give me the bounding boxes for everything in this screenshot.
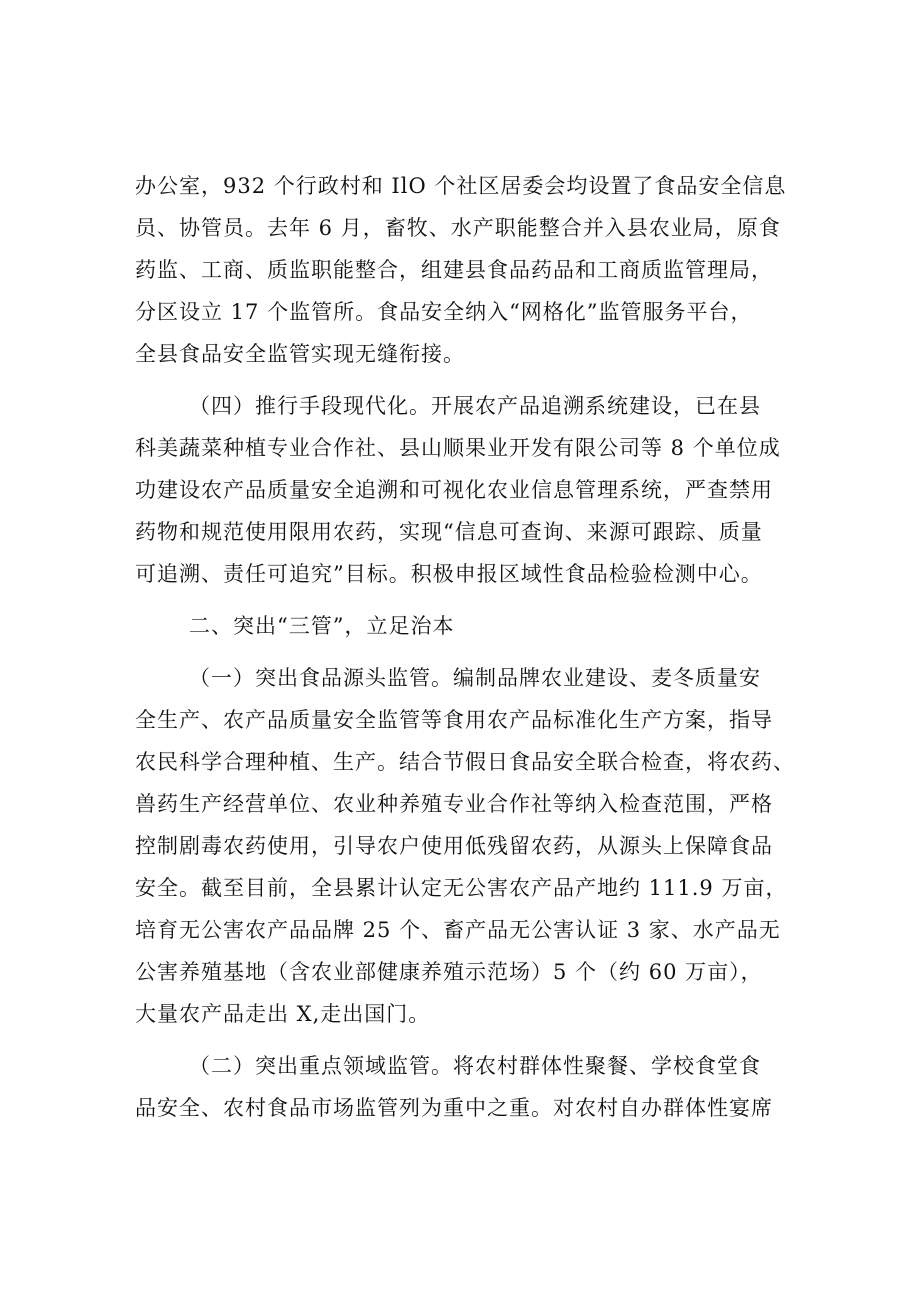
paragraph-line: 兽药生产经营单位、农业种养殖专业合作社等纳入检查范围，严格 [135, 792, 773, 816]
paragraph-line: 农民科学合理种植、生产。结合节假日食品安全联合检查，将农药、 [135, 750, 795, 774]
paragraph-line: 药监、工商、质监职能整合，组建县食品药品和工商质监管理局， [135, 258, 773, 282]
paragraph-line: 安全。截至目前，全县累计认定无公害农产品产地约 111.9 万亩， [135, 876, 788, 900]
paragraph-line: 培育无公害农产品品牌 25 个、畜产品无公害认证 3 家、水产品无 [135, 918, 781, 942]
paragraph-line: 控制剧毒农药使用，引导农户使用低残留农药，从源头上保障食品 [135, 834, 773, 858]
paragraph-line: 品安全、农村食品市场监管列为重中之重。对农村自办群体性宴席 [135, 1096, 773, 1120]
paragraph-line: 公害养殖基地（含农业部健康养殖示范场）5 个（约 60 万亩）， [135, 960, 763, 984]
section-heading-line: （一）突出食品源头监管。编制品牌农业建设、麦冬质量安 [189, 666, 761, 690]
paragraph-line: 全生产、农产品质量安全监管等食用农产品标准化生产方案，指导 [135, 708, 773, 732]
section-title: 二、突出“三管”，立足治本 [189, 614, 455, 638]
section-heading-line: （二）突出重点领域监管。将农村群体性聚餐、学校食堂食 [189, 1054, 761, 1078]
paragraph-line: 办公室，932 个行政村和 IlO 个社区居委会均设置了食品安全信息 [135, 174, 787, 198]
paragraph-line: 科美蔬菜种植专业合作社、县山顺果业开发有限公司等 8 个单位成 [135, 436, 781, 460]
paragraph-line: 全县食品安全监管实现无缝衔接。 [135, 342, 465, 366]
section-heading-line: （四）推行手段现代化。开展农产品追溯系统建设，已在县 [189, 394, 761, 418]
paragraph-line: 分区设立 17 个监管所。食品安全纳入“网格化”监管服务平台， [135, 300, 753, 324]
paragraph-line: 可追溯、责任可追究”目标。积极申报区域性食品检验检测中心。 [135, 562, 763, 586]
paragraph-line: 药物和规范使用限用农药，实现“信息可查询、来源可跟踪、质量 [135, 520, 763, 544]
paragraph-line: 大量农产品走出 X,走出国门。 [135, 1002, 431, 1026]
paragraph-line: 员、协管员。去年 6 月，畜牧、水产职能整合并入县农业局，原食 [135, 216, 781, 240]
paragraph-line: 功建设农产品质量安全追溯和可视化农业信息管理系统，严查禁用 [135, 478, 773, 502]
